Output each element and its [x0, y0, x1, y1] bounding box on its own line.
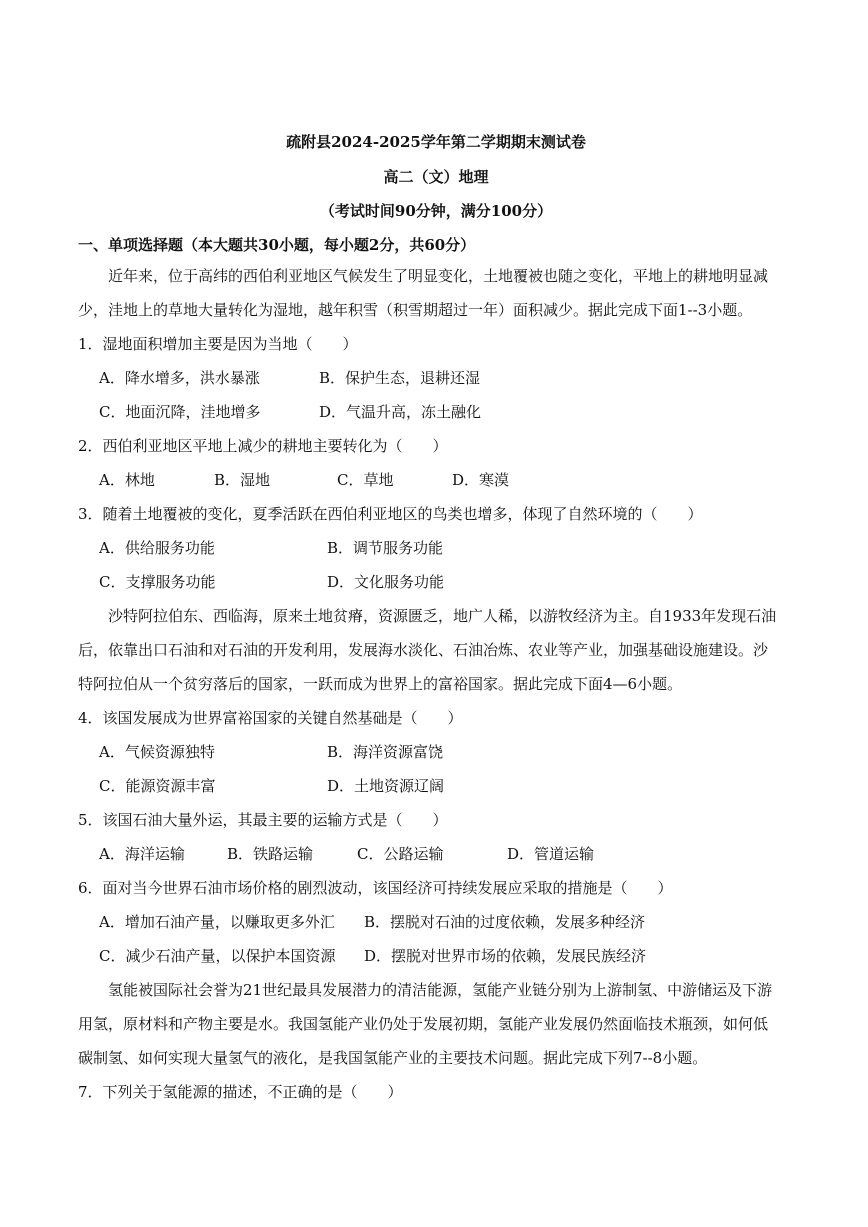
option-d: D．气温升高，冻土融化: [319, 403, 482, 421]
option-a: A．增加石油产量，以赚取更多外汇: [99, 913, 335, 931]
option-c: C．草地: [337, 471, 394, 489]
passage-line: 沙特阿拉伯东、西临海，原来土地贫瘠，资源匮乏，地广人稀，以游牧经济为主。自1933年发现石油: [108, 607, 777, 625]
option-b: B．海洋资源富饶: [327, 743, 444, 761]
option-c: C．公路运输: [357, 845, 444, 863]
question-4-options-row-1: [78, 735, 794, 769]
exam-title: 疏附县2024-2025学年第二学期期末测试卷: [286, 133, 586, 151]
option-a: A．供给服务功能: [99, 539, 215, 557]
passage-line: 特阿拉伯从一个贫穷落后的国家，一跃而成为世界上的富裕国家。据此完成下面4—6小题。: [78, 675, 683, 693]
passage-line: 少，洼地上的草地大量转化为湿地，越年积雪（积雪期超过一年）面积减少。据此完成下面1--3小题。: [78, 301, 753, 319]
exam-content: [78, 132, 794, 1109]
question-3-options-row-2: [78, 565, 794, 599]
question-6-stem: 6．面对当今世界石油市场价格的剧烈波动，该国经济可持续发展应采取的措施是（ ）: [78, 879, 673, 897]
exam-info: （考试时间90分钟，满分100分）: [319, 202, 553, 220]
question-2-stem: 2．西伯利亚地区平地上减少的耕地主要转化为（ ）: [78, 437, 448, 455]
question-1-stem: 1．湿地面积增加主要是因为当地（ ）: [78, 335, 358, 353]
question-4-options-row-2: [78, 769, 794, 803]
passage-line: 近年来，位于高纬的西伯利亚地区气候发生了明显变化，土地覆被也随之变化，平地上的耕地明显减: [108, 267, 769, 285]
question-1-options-row-1: [78, 361, 794, 395]
option-b: B．摆脱对石油的过度依赖，发展多种经济: [364, 913, 646, 931]
option-a: A．气候资源独特: [99, 743, 215, 761]
option-a: A．林地: [99, 471, 155, 489]
question-5-stem: 5．该国石油大量外运，其最主要的运输方式是（ ）: [78, 811, 448, 829]
option-a: A．降水增多，洪水暴涨: [99, 369, 260, 387]
passage-1: [78, 259, 794, 327]
option-d: D．文化服务功能: [327, 573, 445, 591]
option-c: C．地面沉降，洼地增多: [99, 403, 261, 421]
question-6-options-row-1: [78, 905, 794, 939]
option-c: C．减少石油产量，以保护本国资源: [99, 947, 336, 965]
question-3-stem: 3．随着土地覆被的变化，夏季活跃在西伯利亚地区的鸟类也增多，体现了自然环境的（ ）: [78, 505, 703, 523]
option-b: B．调节服务功能: [327, 539, 444, 557]
passage-line: 后，依靠出口石油和对石油的开发利用，发展海水淡化、石油冶炼、农业等产业，加强基础设施建设。沙: [78, 641, 769, 659]
option-d: D．管道运输: [507, 845, 595, 863]
question-3-options-row-1: [78, 531, 794, 565]
option-d: D．摆脱对世界市场的依赖，发展民族经济: [364, 947, 647, 965]
question-5-options-row: [78, 837, 794, 871]
question-1-options-row-2: [78, 395, 794, 429]
passage-line: 碳制氢、如何实现大量氢气的液化，是我国氢能产业的主要技术问题。据此完成下列7--8小题。: [78, 1049, 708, 1067]
option-b: B．保护生态，退耕还湿: [319, 369, 481, 387]
option-c: C．能源资源丰富: [99, 777, 216, 795]
passage-3: [78, 973, 794, 1075]
subject-title: 高二（文）地理: [383, 168, 489, 186]
option-d: D．土地资源辽阔: [327, 777, 445, 795]
passage-line: 用氢，原材料和产物主要是水。我国氢能产业仍处于发展初期，氢能产业发展仍然面临技术瓶颈，如何低: [78, 1015, 769, 1033]
section-heading: 一、单项选择题（本大题共30小题，每小题2分，共60分）: [78, 236, 476, 254]
option-a: A．海洋运输: [99, 845, 185, 863]
option-b: B．铁路运输: [227, 845, 314, 863]
question-2-options-row: [78, 463, 794, 497]
option-c: C．支撑服务功能: [99, 573, 216, 591]
question-6-options-row-2: [78, 939, 794, 973]
passage-line: 氢能被国际社会誉为21世纪最具发展潜力的清洁能源，氢能产业链分别为上游制氢、中游储运及下游: [108, 981, 773, 999]
option-d: D．寒漠: [452, 471, 510, 489]
question-4-stem: 4．该国发展成为世界富裕国家的关键自然基础是（ ）: [78, 709, 463, 727]
option-b: B．湿地: [214, 471, 271, 489]
passage-2: [78, 599, 794, 701]
question-7-stem: 7．下列关于氢能源的描述，不正确的是（ ）: [78, 1083, 403, 1101]
